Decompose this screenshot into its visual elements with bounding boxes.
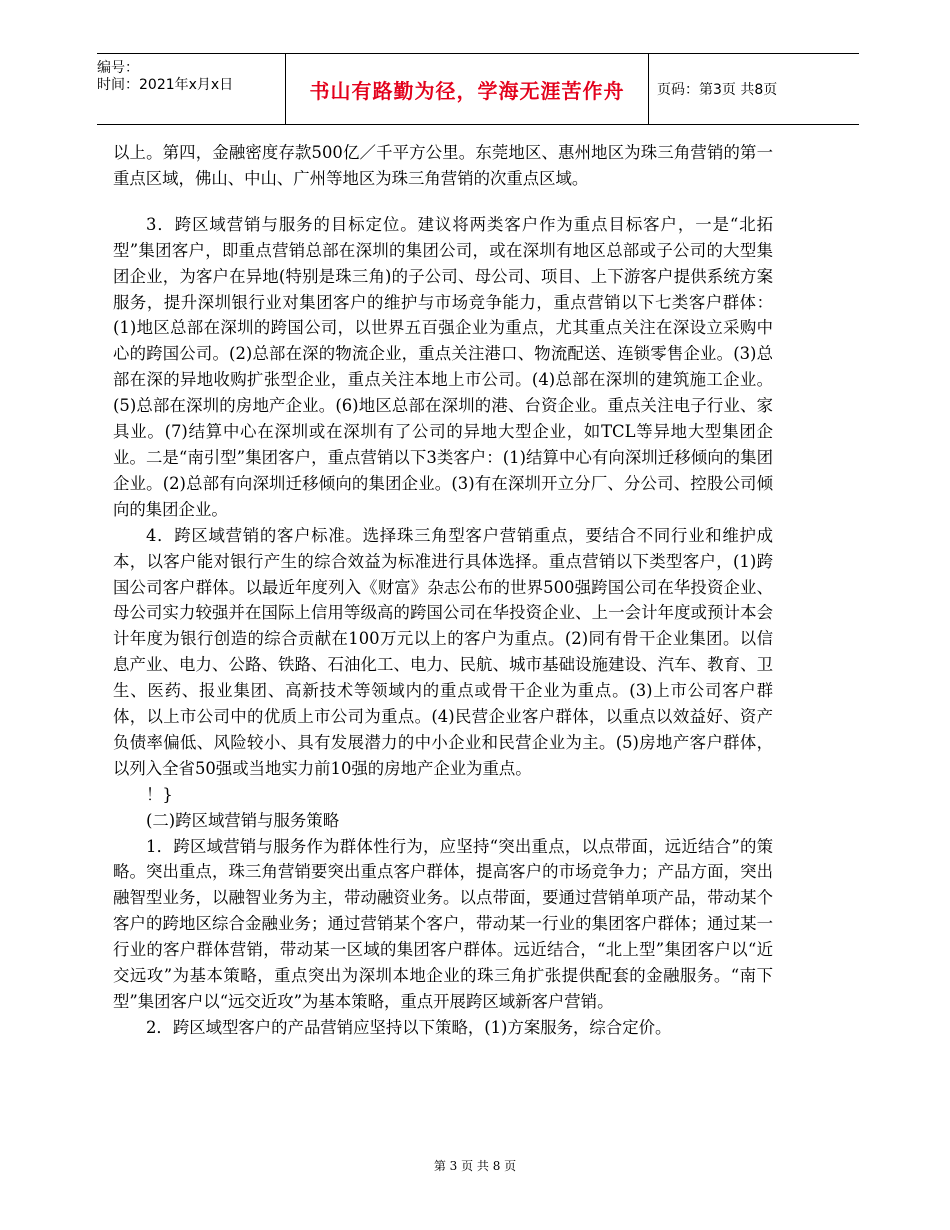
body-paragraph: 4．跨区域营销的客户标准。选择珠三角型客户营销重点，要结合不同行业和维护成本，以客户能对银行产生的综合效益为标准进行具体选择。重点营销以下类型客户，(1)跨国公司客户群体。以最近年度列入《财富》杂志公布的世界500强跨国公司在华投资企业、母公司实力较强并在国际上信用等级高的跨国公司在华投资企业、上一会计年度或预计本会计年度为银行创造的综合贡献在100万元以上的客户为重点。(2)同有骨干企业集团。以信息产业、电力、公路、铁路、石油化工、电力、民航、城市基础设施建设、汽车、教育、卫生、医药、报业集团、高新技术等领域内的重点或骨干企业为重点。(3)上市公司客户群体，以上市公司中的优质上市公司为重点。(4)民营企业客户群体，以重点以效益好、资产负债率偏低、风险较小、具有发展潜力的中小企业和民营企业为主。(5)房地产客户群体，以列入全省50强或当地实力前10强的房地产企业为重点。 (113, 525, 773, 778)
page-footer: 第 3 页 共 8 页 (433, 1159, 517, 1173)
page-header (97, 53, 859, 125)
body-paragraph: 3．跨区域营销与服务的目标定位。建议将两类客户作为重点目标客户，一是“北拓型”集团客户，即重点营销总部在深圳的集团公司，或在深圳有地区总部或子公司的大型集团企业，为客户在异地(特别是珠三角)的子公司、母公司、项目、上下游客户提供系统方案服务，提升深圳银行业对集团客户的维护与市场竞争能力，重点营销以下七类客户群体：(1)地区总部在深圳的跨国公司，以世界五百强企业为重点，尤其重点关注在深设立采购中心的跨国公司。(2)总部在深的物流企业，重点关注港口、物流配送、连锁零售企业。(3)总部在深的异地收购扩张型企业，重点关注本地上市公司。(4)总部在深圳的建筑施工企业。(5)总部在深圳的房地产企业。(6)地区总部在深圳的港、台资企业。重点关注电子行业、家具业。(7)结算中心在深圳或在深圳有了公司的异地大型企业，如TCL等异地大型集团企业。二是“南引型”集团客户，重点营销以下3类客户：(1)结算中心有向深圳迁移倾向的集团企业。(2)总部有向深圳迁移倾向的集团企业。(3)有在深圳开立分厂、分公司、控股公司倾向的集团企业。 (113, 214, 773, 519)
section-heading: (二)跨区域营销与服务策略 (146, 810, 340, 830)
body-paragraph: 2．跨区域型客户的产品营销应坚持以下策略，(1)方案服务，综合定价。 (146, 1017, 672, 1037)
stray-mark: ！} (146, 784, 173, 804)
header-motto: 书山有路勤为径，学海无涯苦作舟 (285, 54, 649, 124)
header-page-info: 页码：第3页 共8页 (657, 82, 778, 98)
body-paragraph: 以上。第四，金融密度存款500亿／千平方公里。东莞地区、惠州地区为珠三角营销的第一重点区域，佛山、中山、广州等地区为珠三角营销的次重点区域。 (113, 143, 773, 188)
body-paragraph: 1．跨区域营销与服务作为群体性行为，应坚持“突出重点，以点带面，远近结合”的策略。突出重点，珠三角营销要突出重点客户群体，提高客户的市场竞争力；产品方面，突出融智型业务，以融智业务为主，带动融资业务。以点带面，要通过营销单项产品，带动某个客户的跨地区综合金融业务；通过营销某个客户，带动某一行业的集团客户群体；通过某一行业的客户群体营销，带动某一区域的集团客户群体。远近结合，“北上型”集团客户以“近交远攻”为基本策略，重点突出为深圳本地企业的珠三角扩张提供配套的金融服务。“南下型”集团客户以“远交近攻”为基本策略，重点开展跨区域新客户营销。 (113, 836, 773, 1011)
document-body (113, 140, 773, 1041)
header-meta (97, 54, 285, 124)
document-number-label: 编号： (97, 60, 139, 76)
document-date: 时间：2021年x月x日 (97, 77, 234, 93)
